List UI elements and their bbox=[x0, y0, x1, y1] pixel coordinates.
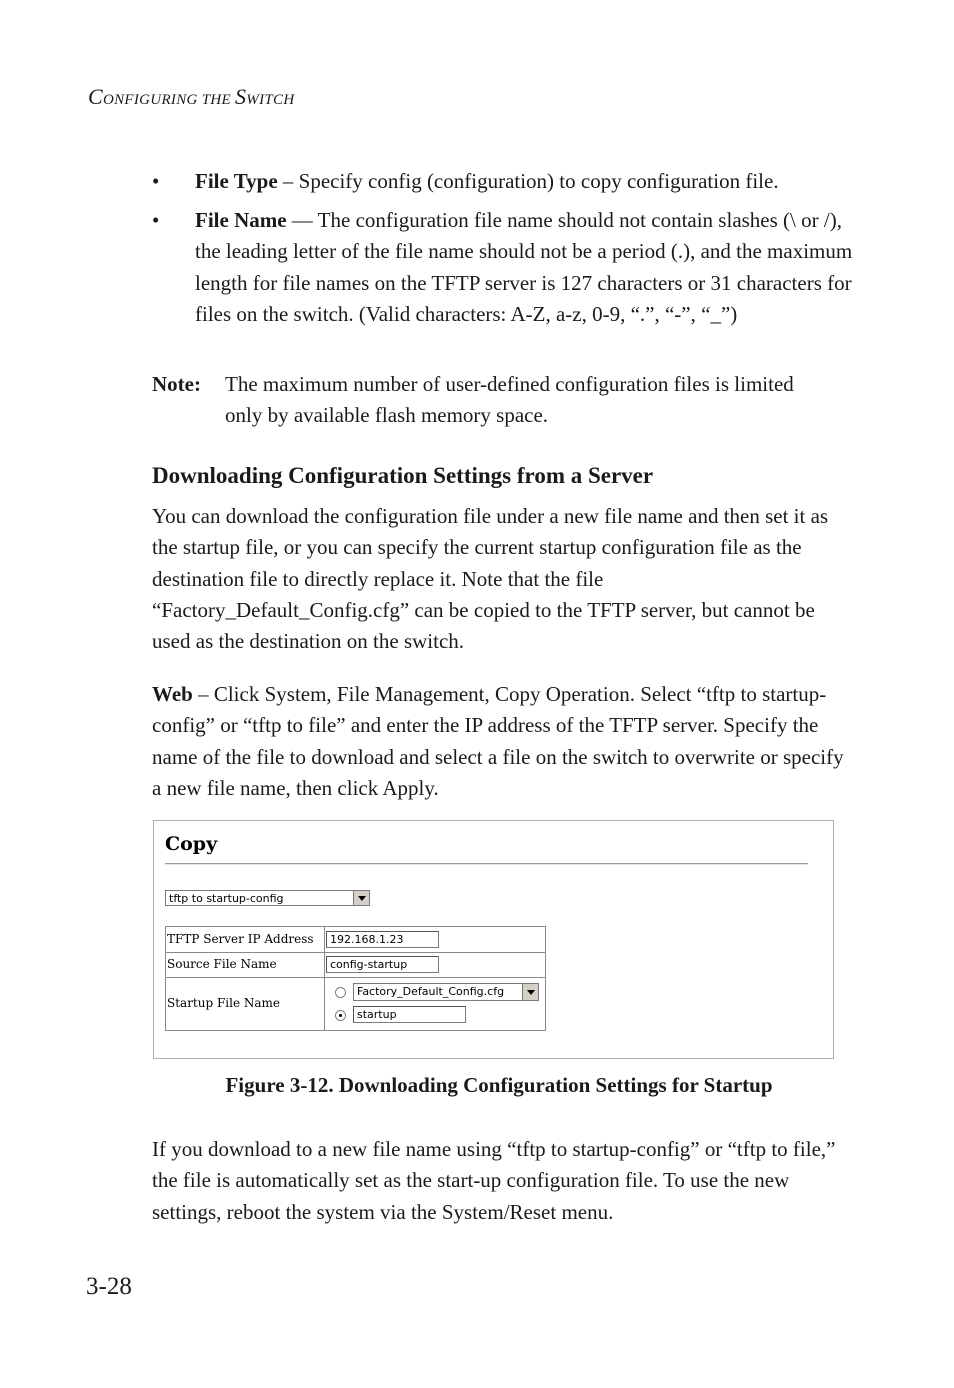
bullet-dot: • bbox=[152, 208, 160, 232]
startup-file-select-value: Factory_Default_Config.cfg bbox=[357, 985, 505, 998]
bullet-text: — The configuration file name should not contain slashes (\ or /), the leading letter of the file name should not be a period (.), and the maximum length for file names on the TFTP server is 127 characters or 31 characters for files on the switch. (Valid characters: A-Z, a-z, 0-9, “.”, “-”, “_”) bbox=[195, 208, 853, 326]
paragraph-result: If you download to a new file name using “tftp to startup-config” or “tftp to file,” the file is automatically set as the start-up configuration file. To use the new settings, reboot the system via the System/Reset menu. bbox=[152, 1137, 836, 1224]
term-file-type: File Type bbox=[195, 169, 278, 193]
title-divider bbox=[165, 863, 808, 865]
new-file-radio[interactable] bbox=[335, 1010, 346, 1021]
copy-screenshot bbox=[153, 820, 834, 1059]
term-web: Web bbox=[152, 682, 193, 706]
copy-mode-value: tftp to startup-config bbox=[169, 892, 284, 905]
page-number: 3-28 bbox=[86, 1273, 132, 1300]
chevron-down-icon[interactable] bbox=[522, 984, 538, 1000]
section-heading: Downloading Configuration Settings from a Server bbox=[152, 463, 654, 488]
source-file-label: Source File Name bbox=[167, 957, 277, 971]
server-ip-input[interactable]: 192.168.1.23 bbox=[326, 931, 439, 948]
running-head: CONFIGURING THE SWITCH bbox=[88, 84, 295, 109]
startup-file-label: Startup File Name bbox=[167, 996, 281, 1010]
bullet-dot: • bbox=[152, 169, 160, 193]
startup-file-input[interactable]: startup bbox=[353, 1006, 466, 1023]
copy-settings-table bbox=[165, 926, 546, 1031]
term-file-name: File Name bbox=[195, 208, 287, 232]
paragraph-web bbox=[152, 679, 852, 804]
chevron-down-icon[interactable] bbox=[353, 891, 369, 905]
bullet-text: – Specify config (configuration) to copy configuration file. bbox=[277, 169, 779, 193]
paragraph-intro: You can download the configuration file under a new file name and then set it as the startup file, or you can specify the current startup configuration file as the destination file to directly replace it. Note that the file “Factory_Default_Config.cfg” can be copied to the TFTP server, but cannot be used as the destination on the switch. bbox=[152, 504, 829, 654]
copy-title: Copy bbox=[165, 833, 218, 855]
note-text: The maximum number of user-defined configuration files is limited only by available flash memory space. bbox=[225, 372, 794, 428]
copy-mode-select[interactable] bbox=[165, 890, 370, 906]
server-ip-label: TFTP Server IP Address bbox=[167, 932, 314, 946]
note-label: Note: bbox=[152, 372, 201, 396]
paragraph-web-text: – Click System, File Management, Copy Operation. Select “tftp to startup-config” or “tftp to file” and enter the IP address of the TFTP server. Specify the name of the file to download and select a file on the switch to overwrite or specify a new file name, then click Apply. bbox=[152, 682, 844, 800]
figure-caption: Figure 3-12. Downloading Configuration Settings for Startup bbox=[225, 1073, 773, 1097]
row-divider bbox=[166, 952, 545, 953]
column-divider bbox=[324, 927, 325, 1030]
existing-file-radio[interactable] bbox=[335, 987, 346, 998]
source-file-input[interactable]: config-startup bbox=[326, 956, 439, 973]
row-divider bbox=[166, 977, 545, 978]
startup-file-select[interactable] bbox=[353, 983, 539, 1001]
